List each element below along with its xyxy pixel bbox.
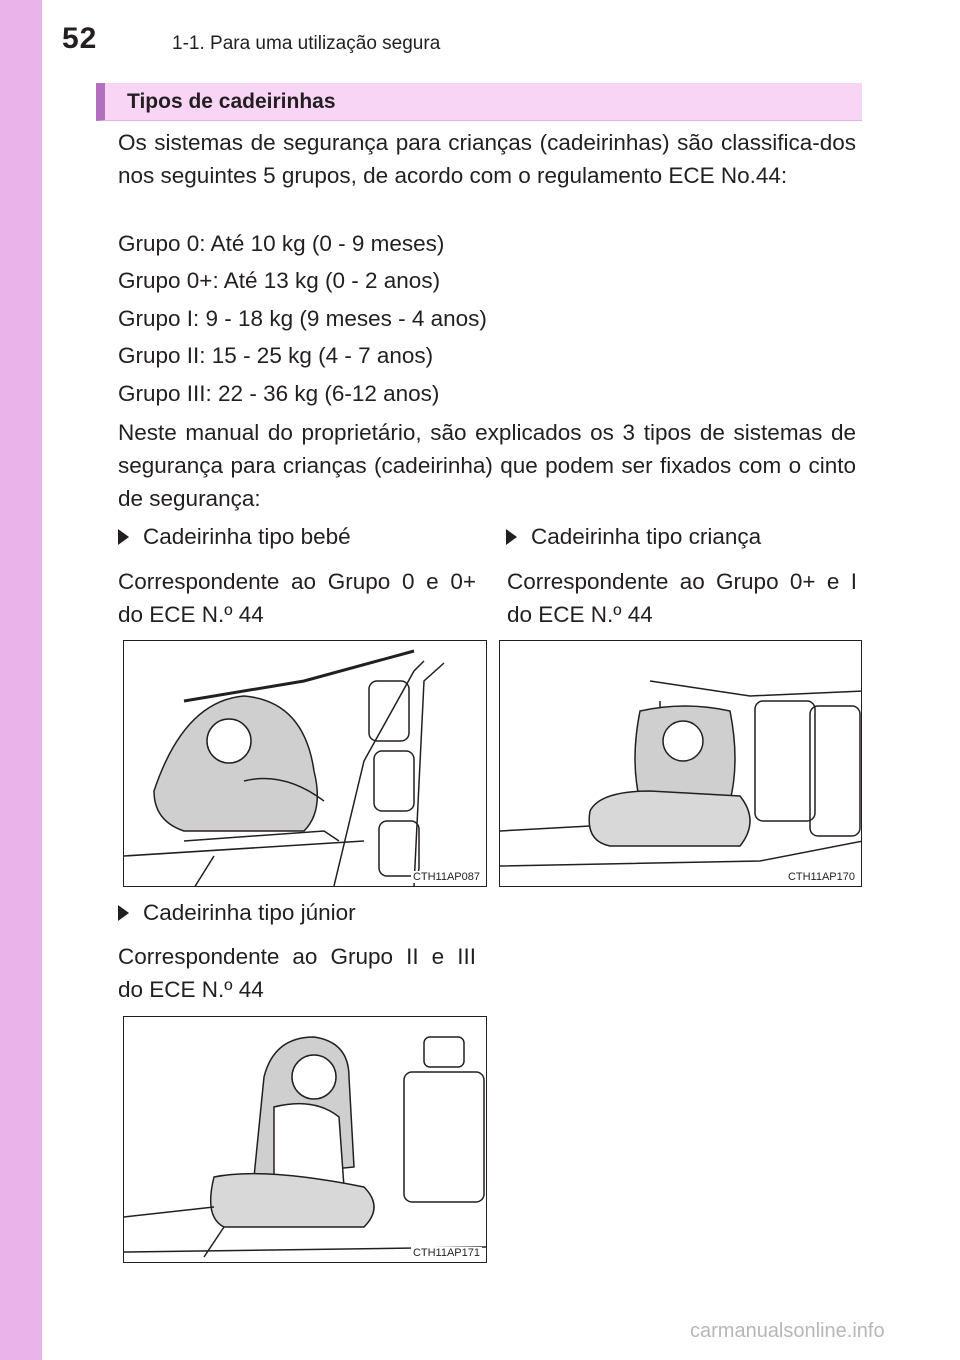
type-label: Cadeirinha tipo criança [531,524,762,549]
section-header: 1-1. Para uma utilização segura [172,33,441,54]
child-seat-illustration [499,640,862,887]
group-line: Grupo I: 9 - 18 kg (9 meses - 4 anos) [118,306,487,331]
section-title-bar [96,83,862,121]
side-color-band [0,0,42,1360]
intro-paragraph: Os sistemas de segurança para crianças (cadeirinhas) são classifica-dos nos seguintes 5 grupos, de acordo com o regulamento ECE No.44: [118,130,856,188]
type-description-junior [118,940,476,1006]
description-line: Correspondente ao Grupo II e III [118,944,476,969]
figure-code: CTH11AP170 [787,871,855,883]
group-line: Grupo 0: Até 10 kg (0 - 9 meses) [118,231,445,256]
watermark: carmanualsonline.info [690,1320,885,1342]
type-label: Cadeirinha tipo bebé [143,524,351,549]
page-number: 52 [62,22,98,55]
description-line: do ECE N.º 44 [507,602,653,627]
group-line: Grupo II: 15 - 25 kg (4 - 7 anos) [118,343,434,368]
triangle-bullet-icon [506,529,517,545]
type-heading-junior [114,898,356,928]
type-label: Cadeirinha tipo júnior [143,900,356,925]
group-line: Grupo 0+: Até 13 kg (0 - 2 anos) [118,268,441,293]
triangle-bullet-icon [118,905,129,921]
type-description-infant [118,565,476,631]
figure-code: CTH11AP087 [412,871,480,883]
description-line: do ECE N.º 44 [118,977,264,1002]
type-description-child [507,565,857,631]
type-heading-child [502,522,761,552]
type-heading-infant [114,522,351,552]
description-line: Correspondente ao Grupo 0+ e I [507,569,857,594]
section-title: Tipos de cadeirinhas [127,90,336,113]
description-line: Correspondente ao Grupo 0 e 0+ [118,569,476,594]
triangle-bullet-icon [118,529,129,545]
group-line: Grupo III: 22 - 36 kg (6-12 anos) [118,381,440,406]
figure-code: CTH11AP171 [412,1247,480,1259]
infant-seat-illustration [123,640,487,887]
junior-seat-illustration [123,1016,487,1263]
manual-note-paragraph: Neste manual do proprietário, são explicados os 3 tipos de sistemas de segurança para crianças (cadeirinha) que podem ser fixados com o cinto de segurança: [118,420,856,511]
description-line: do ECE N.º 44 [118,602,264,627]
